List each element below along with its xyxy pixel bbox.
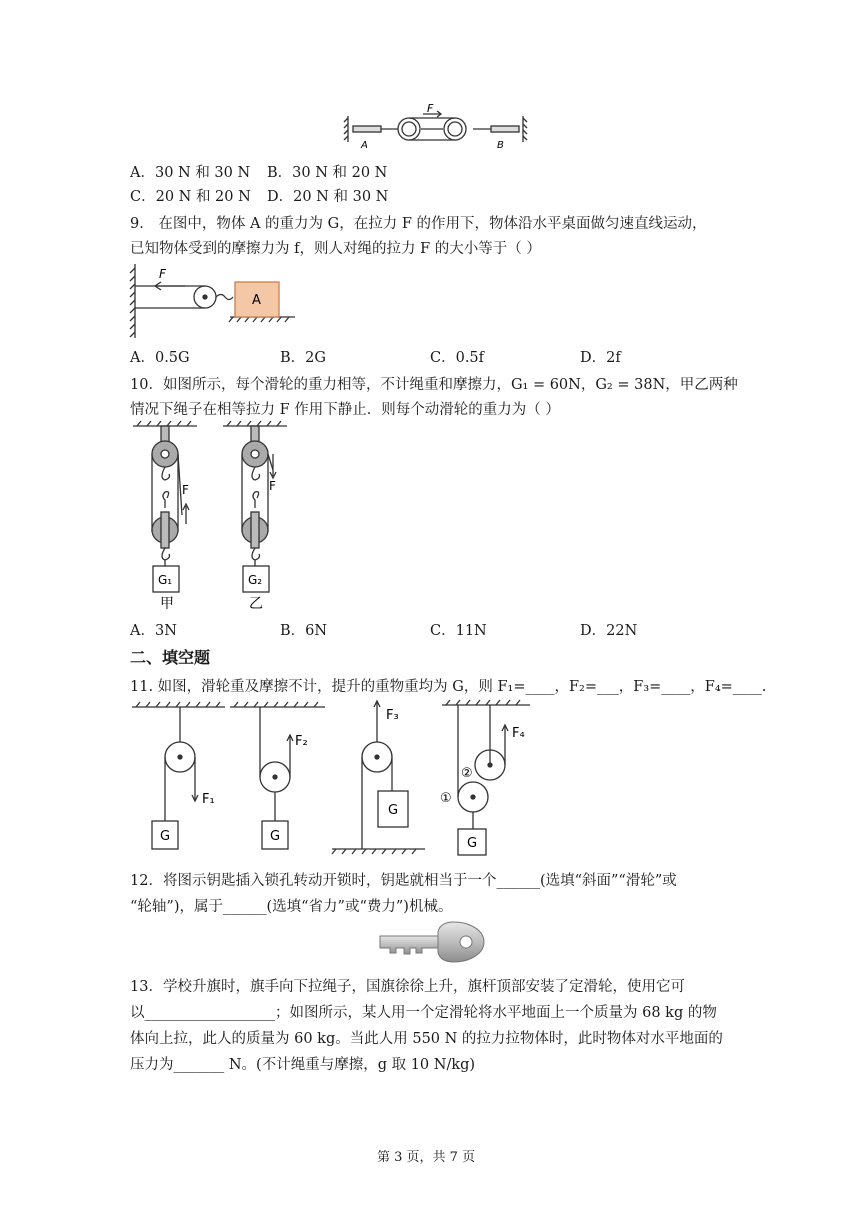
q9-stem-line1: 9． 在图中，物体 A 的重力为 G，在拉力 F 的作用下，物体沿水平桌面做匀速直线运动， — [130, 216, 707, 232]
q9-fig-label-F: F — [159, 267, 166, 281]
q8-option-c: C．20 N 和 20 N — [130, 189, 251, 205]
q8-fig-label-F: F — [427, 104, 434, 115]
q9-figure — [125, 262, 300, 342]
q8-figure — [343, 104, 528, 152]
q8-option-a: A．30 N 和 30 N — [130, 165, 251, 181]
q8-fig-label-A: A — [361, 140, 368, 151]
q13-stem-line4: 压力为_______ N。(不计绳重与摩擦，g 取 10 N/kg) — [130, 1057, 476, 1073]
q9-fig-label-A: A — [252, 293, 261, 308]
q10-stem-line1: 10．如图所示，每个滑轮的重力相等，不计绳重和摩擦力，G₁ = 60N，G₂ = 38N，甲乙两种 — [130, 377, 738, 393]
q11-label-F4: F₄ — [512, 726, 525, 741]
q8-option-d: D．20 N 和 30 N — [267, 189, 389, 205]
q13-stem-line3: 体向上拉，此人的质量为 60 kg。当此人用 550 N 的拉力拉物体时，此时物体对水平地面的 — [130, 1031, 723, 1047]
q10-option-b: B．6N — [280, 623, 328, 639]
q9-option-c: C．0.5f — [430, 350, 485, 366]
q11-block-g-1: G — [160, 829, 171, 844]
q11-label-circle-1: ① — [440, 791, 452, 806]
q10-block-g1: G₁ — [158, 573, 173, 587]
q10-fig-label-F-jia: F — [182, 483, 189, 497]
q11-figure — [130, 697, 545, 859]
q11-label-F2: F₂ — [295, 734, 308, 749]
q11-block-g-4: G — [467, 836, 478, 851]
section-heading: 二、填空题 — [130, 648, 211, 667]
page-footer: 第 3 页，共 7 页 — [377, 1150, 476, 1165]
q12-stem-line2: “轮轴”)，属于______(选填“省力”或“费力”)机械。 — [130, 899, 453, 915]
q11-label-F3: F₃ — [386, 708, 399, 723]
q12-stem-line1: 12．将图示钥匙插入锁孔转动开锁时，钥匙就相当于一个______(选填“斜面”“滑轮”或 — [130, 873, 677, 889]
q8-fig-label-B: B — [497, 140, 504, 151]
q9-option-a: A．0.5G — [130, 350, 190, 366]
q10-option-a: A．3N — [130, 623, 177, 639]
q13-stem-line1: 13．学校升旗时，旗手向下拉绳子，国旗徐徐上升，旗杆顶部安装了定滑轮，使用它可 — [130, 979, 685, 995]
q11-label-F1: F₁ — [202, 792, 215, 807]
key-image — [378, 920, 488, 964]
q11-stem: 11. 如图，滑轮重及摩擦不计，提升的重物重均为 G，则 F₁=____，F₂=___，F₃=____，F₄=____. — [130, 679, 767, 695]
q9-stem-line2: 已知物体受到的摩擦力为 f，则人对绳的拉力 F 的大小等于（ ） — [130, 241, 541, 257]
q10-label-jia: 甲 — [160, 596, 174, 612]
q9-option-b: B．2G — [280, 350, 326, 366]
q13-stem-line2: 以__________________；如图所示，某人用一个定滑轮将水平地面上一个质量为 68 kg 的物 — [130, 1005, 717, 1021]
q10-block-g2: G₂ — [248, 573, 263, 587]
q11-block-g-3: G — [388, 803, 399, 818]
q10-figure — [125, 420, 305, 615]
q10-stem-line2: 情况下绳子在相等拉力 F 作用下静止．则每个动滑轮的重力为（ ） — [130, 402, 560, 418]
q8-option-b: B．30 N 和 20 N — [267, 165, 388, 181]
q10-fig-label-F-yi: F — [269, 479, 276, 493]
q10-option-c: C．11N — [430, 623, 487, 639]
q10-option-d: D．22N — [580, 623, 638, 639]
q11-block-g-2: G — [270, 829, 281, 844]
q9-option-d: D．2f — [580, 350, 621, 366]
q10-label-yi: 乙 — [249, 596, 263, 612]
q11-label-circle-2: ② — [461, 766, 473, 781]
